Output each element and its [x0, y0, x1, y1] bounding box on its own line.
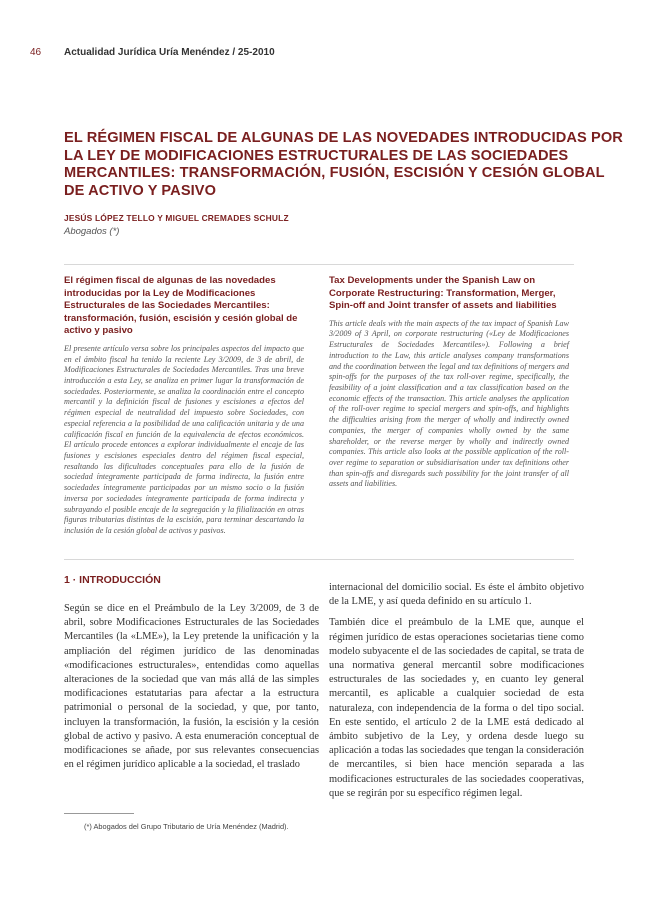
body-column-right [329, 581, 584, 808]
section-heading: 1 · INTRODUCCIÓN [64, 574, 161, 586]
body-column-left [64, 574, 319, 779]
author-affiliation: Abogados (*) [64, 226, 120, 237]
body-paragraph: También dice el preámbulo de la LME que, aunque el régimen jurídico de estas operaciones societarias tiene como modelo subyacente el de las sociedades de capital, se trata de una normativa general mercantil sobre modificaciones estructurales de las sociedades y, en cuanto ley general mercantil, es aplicable a cualquier sociedad de esta naturaleza, con independencia de la forma o del tipo social. En este sentido, el artículo 2 de la LME está dedicado al ámbito subjetivo de la Ley, y ordena desde luego su aplicación a todas las sociedades que tengan la consideración de mercantiles, si bien hace mención separada a las modificaciones estructurales de las sociedades cooperativas, que se regirán por su específico régimen legal. [329, 617, 584, 799]
abstract-english-text: This article deals with the main aspects of the tax impact of Spanish Law 3/2009 of 3 April, on corporate restructuring («Ley de Modificaciones Estructurales de Sociedades Mercantiles»). Following a brief introduction to the Law, this article analyses company transformations and the coordination between the legal and tax definitions of mergers and spin-offs for the purposes of the tax roll-over regime, specifically, the feasibility of a joint classification and a tax classification based on the economic effects of the transaction. This article analyses the application of the roll-over regime to special mergers and spin-offs, and highlights the difficulties arising from the merger of wholly and indirectly owned companies, the merger of companies wholly owned by the same shareholder, or the reverse merger by wholly and indirectly owned companies. This article also looks at the possible application of the roll-over regime to separation or subsidiarisation under tax definitions other than spin-offs and disregards such possibility for the joint transfer of all assets and liabilities. [329, 318, 569, 489]
running-header [0, 47, 650, 63]
abstract-english [329, 275, 569, 490]
abstract-english-title: Tax Developments under the Spanish Law on Corporate Restructuring: Transformation, Merger, Spin-off and Joint transfer of assets and liabilities [329, 275, 557, 312]
body-paragraph: internacional del domicilio social. Es éste el ámbito objetivo de la LME, y así queda definido en su artículo 1. [329, 582, 584, 608]
abstract-spanish [64, 275, 304, 537]
abstract-spanish-text: El presente artículo versa sobre los principales aspectos del impacto que en el ámbito fiscal ha tenido la reciente Ley 3/2009, de 3 de abril, de Modificaciones Estructurales de Sociedades Mercantiles. Tras una breve introducción a esta Ley, se analiza en primer lugar la transformación de sociedades. Posteriormente, se analiza la coordinación entre el concepto mercantil y la definición fiscal de fusiones y escisiones a efectos del régimen especial de neutralidad del impuesto sobre Sociedades, con especial referencia a la posibilidad de una calificación unitaria y de una calificación fiscal en función de la equivalencia de efectos económicos. El artículo procede entonces a explorar individualmente el encaje de las fusiones y escisiones especiales dentro del régimen fiscal especial, resaltando las dificultades conceptuales para ello de la fusión de sociedad íntegramente participada de forma indirecta, la fusión entre sociedades íntegramente participadas por un mismo socio o la fusión inversa por sociedades íntegramente participada de forma indirecta y subrayando el posible encaje de la segregación y la filialización en otras figuras tributarias distintas de la escisión, para terminar descartando la inclusión de la cesión global de activos y pasivos. [64, 343, 304, 535]
abstract-box [64, 264, 574, 560]
abstract-spanish-title: El régimen fiscal de algunas de las novedades introducidas por la Ley de Modificaciones Estructurales de las Sociedades Mercantiles: transformación, fusión, escisión y cesión global de activo y pasivo [64, 275, 298, 337]
page-number: 46 [30, 47, 42, 58]
body-paragraph: Según se dice en el Preámbulo de la Ley 3/2009, de 3 de abril, sobre Modificaciones Estructurales de las Sociedades Mercantiles (la «LME»), la Ley pretende la unificación y la ampliación del régimen jurídico de las denominadas «modificaciones estructurales», entendidas como aquellas alteraciones de la sociedad que van más allá de las simples modificaciones estatutarias para afectar a la estructura patrimonial o personal de la sociedad, y que, por tanto, incluyen la transformación, la fusión, la escisión y la cesión global de activo y pasivo. A esta enumeración conceptual de modificaciones se añade, por sus relevantes consecuencias en el régimen jurídico aplicable a la sociedad, el traslado [64, 603, 319, 771]
journal-name: Actualidad Jurídica Uría Menéndez / 25-2010 [64, 47, 275, 58]
article-title: EL RÉGIMEN FISCAL DE ALGUNAS DE LAS NOVEDADES INTRODUCIDAS POR LA LEY DE MODIFICACIONES ESTRUCTURALES DE LAS SOCIEDADES MERCANTILES: TRANSFORMACIÓN, FUSIÓN, ESCISIÓN Y CESIÓN GLOBAL DE ACTIVO Y PASIVO [64, 130, 623, 199]
footnote: (*) Abogados del Grupo Tributario de Uría Menéndez (Madrid). [84, 822, 289, 831]
article-authors: JESÚS LÓPEZ TELLO Y MIGUEL CREMADES SCHULZ [64, 213, 289, 223]
footnote-divider [64, 813, 134, 814]
